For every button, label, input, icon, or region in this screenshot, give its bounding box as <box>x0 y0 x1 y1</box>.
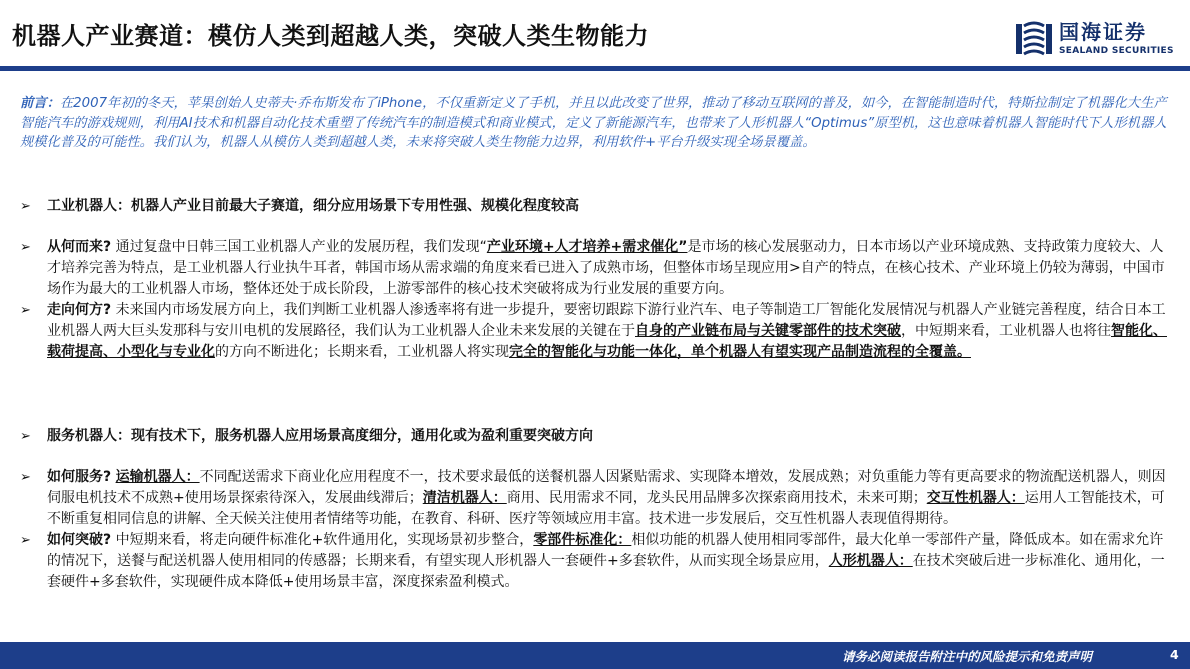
paragraph-breakthrough <box>20 530 1170 593</box>
paragraph-text: 是市场的核心发展驱动力，日本市场以产业环境成熟、支持政策力度较大、人才培养完善为特点，是工业机器人行业执牛耳者，韩国市场从需求端的角度来看已进入了成熟市场，但整体市场呈现应用>自产的特点，在核心技术、产业环境上仍较为薄弱，中国市场作为最大的工业机器人市场，整体还处于成长阶段，上游零部件的核心技术突破将成为行业发展的重要方向。 <box>47 239 1165 297</box>
paragraph-label: 如何突破? <box>47 532 112 548</box>
highlight-text: 智能化、载荷提高、小型化与专业化 <box>47 323 1167 360</box>
paragraph-label: 走向何方? <box>47 302 112 318</box>
paragraph-origin <box>20 237 1170 300</box>
section-service-heading <box>20 426 1170 447</box>
paragraph-text: 相似功能的机器人使用相同零部件，最大化单一零部件产量，降低成本。如在需求允许的情况下，送餐与配送机器人使用相同的传感器；长期来看，有望实现人形机器人一套硬件+多套软件，从而实现全场景应用， <box>47 532 1164 569</box>
paragraph-text: 未来国内市场发展方向上，我们判断工业机器人渗透率将有进一步提升，要密切跟踪下游行业汽车、电子等制造工厂智能化发展情况与机器人产业链完善程度，结合日本工业机器人两大巨头发那科与安川电机的发展路径，我们认为工业机器人企业未来发展的关键在于 <box>47 302 1166 339</box>
bullet-arrow-icon: ➢ <box>20 303 31 318</box>
paragraph-label: 如何服务? <box>47 469 112 485</box>
paragraph-service <box>20 467 1170 530</box>
highlight-text: 自身的产业链布局与关键零部件的技术突破 <box>635 323 901 339</box>
section-heading: 服务机器人：现有技术下，服务机器人应用场景高度细分，通用化或为盈利重要突破方向 <box>47 428 593 444</box>
section-industrial-body <box>20 237 1170 363</box>
sealand-logo-icon <box>1014 16 1054 60</box>
paragraph-text: 的方向不断进化；长期来看，工业机器人将实现 <box>215 344 509 360</box>
section-service-body <box>20 467 1170 593</box>
paragraph-text: 在技术突破后进一步标准化、通用化，一套硬件+多套软件，实现硬件成本降低+使用场景丰富，深度探索盈利模式。 <box>47 553 1165 590</box>
logo-name-cn: 国海证券 <box>1059 20 1147 44</box>
bullet-arrow-icon: ➢ <box>20 240 31 255</box>
highlight-text: 清洁机器人： <box>422 490 507 506</box>
highlight-text: 交互性机器人： <box>926 490 1025 506</box>
highlight-text: 人形机器人： <box>828 553 913 569</box>
paragraph-text: ，中短期来看，工业机器人也将往 <box>901 323 1111 339</box>
bullet-arrow-icon: ➢ <box>20 533 31 548</box>
paragraph-text: 通过复盘中日韩三国工业机器人产业的发展历程，我们发现“ <box>111 239 487 255</box>
highlight-text: 完全的智能化与功能一体化，单个机器人有望实现产品制造流程的全覆盖。 <box>509 344 971 360</box>
bullet-arrow-icon: ➢ <box>20 429 31 444</box>
footer-disclaimer: 请务必阅读报告附注中的风险提示和免责声明 <box>842 649 1093 664</box>
intro-text: 在2007年初的冬天，苹果创始人史蒂夫·乔布斯发布了iPhone，不仅重新定义了手机，并且以此改变了世界，推动了移动互联网的普及，如今，在智能制造时代，特斯拉制定了机器化大生产智能汽车的游戏规则，利用AI技术和机器自动化技术重塑了传统汽车的制造模式和商业模式，定义了新能源汽车，也带来了人形机器人“Optimus”原型机，这也意味着机器人智能时代下人形机器人规模化普及的可能性。我们认为，机器人从模仿人类到超越人类，未来将突破人类生物能力边界，利用软件+平台升级实现全场景覆盖。 <box>20 96 1167 150</box>
footer-bar <box>0 642 1190 669</box>
paragraph-text: 不同配送需求下商业化应用程度不一，技术要求最低的送餐机器人因紧贴需求、实现降本增效，发展成熟；对负重能力等有更高要求的物流配送机器人，则因伺服电机技术不成熟+使用场景探索待深入，发展曲线滞后； <box>47 469 1166 506</box>
section-heading: 工业机器人：机器人产业目前最大子赛道，细分应用场景下专用性强、规模化程度较高 <box>47 198 579 214</box>
header-divider <box>0 66 1190 71</box>
highlight-text: 产业环境+人才培养+需求催化” <box>486 239 688 255</box>
paragraph-text: 中短期来看，将走向硬件标准化+软件通用化，实现场景初步整合， <box>111 532 534 548</box>
section-industrial-heading <box>20 196 1170 217</box>
paragraph-text: 商用、民用需求不同，龙头民用品牌多次探索商用技术，未来可期； <box>506 490 927 506</box>
bullet-arrow-icon: ➢ <box>20 199 31 214</box>
highlight-text: 运输机器人： <box>115 469 200 485</box>
paragraph-text: 运用人工智能技术，可不断重复相同信息的讲解、全天候关注使用者情绪等功能，在教育、科研、医疗等领域应用丰富。技术进一步发展后，交互性机器人表现值得期待。 <box>47 490 1165 527</box>
highlight-text: 零部件标准化： <box>533 532 632 548</box>
intro-paragraph <box>20 94 1170 153</box>
company-logo <box>1014 14 1184 64</box>
bullet-arrow-icon: ➢ <box>20 470 31 485</box>
paragraph-direction <box>20 300 1170 363</box>
paragraph-label: 从何而来? <box>47 239 112 255</box>
logo-name-en: SEALAND SECURITIES <box>1059 46 1174 56</box>
page-title: 机器人产业赛道：模仿人类到超越人类，突破人类生物能力 <box>12 22 649 50</box>
intro-label: 前言： <box>20 96 60 111</box>
page-number: 4 <box>1170 647 1179 662</box>
